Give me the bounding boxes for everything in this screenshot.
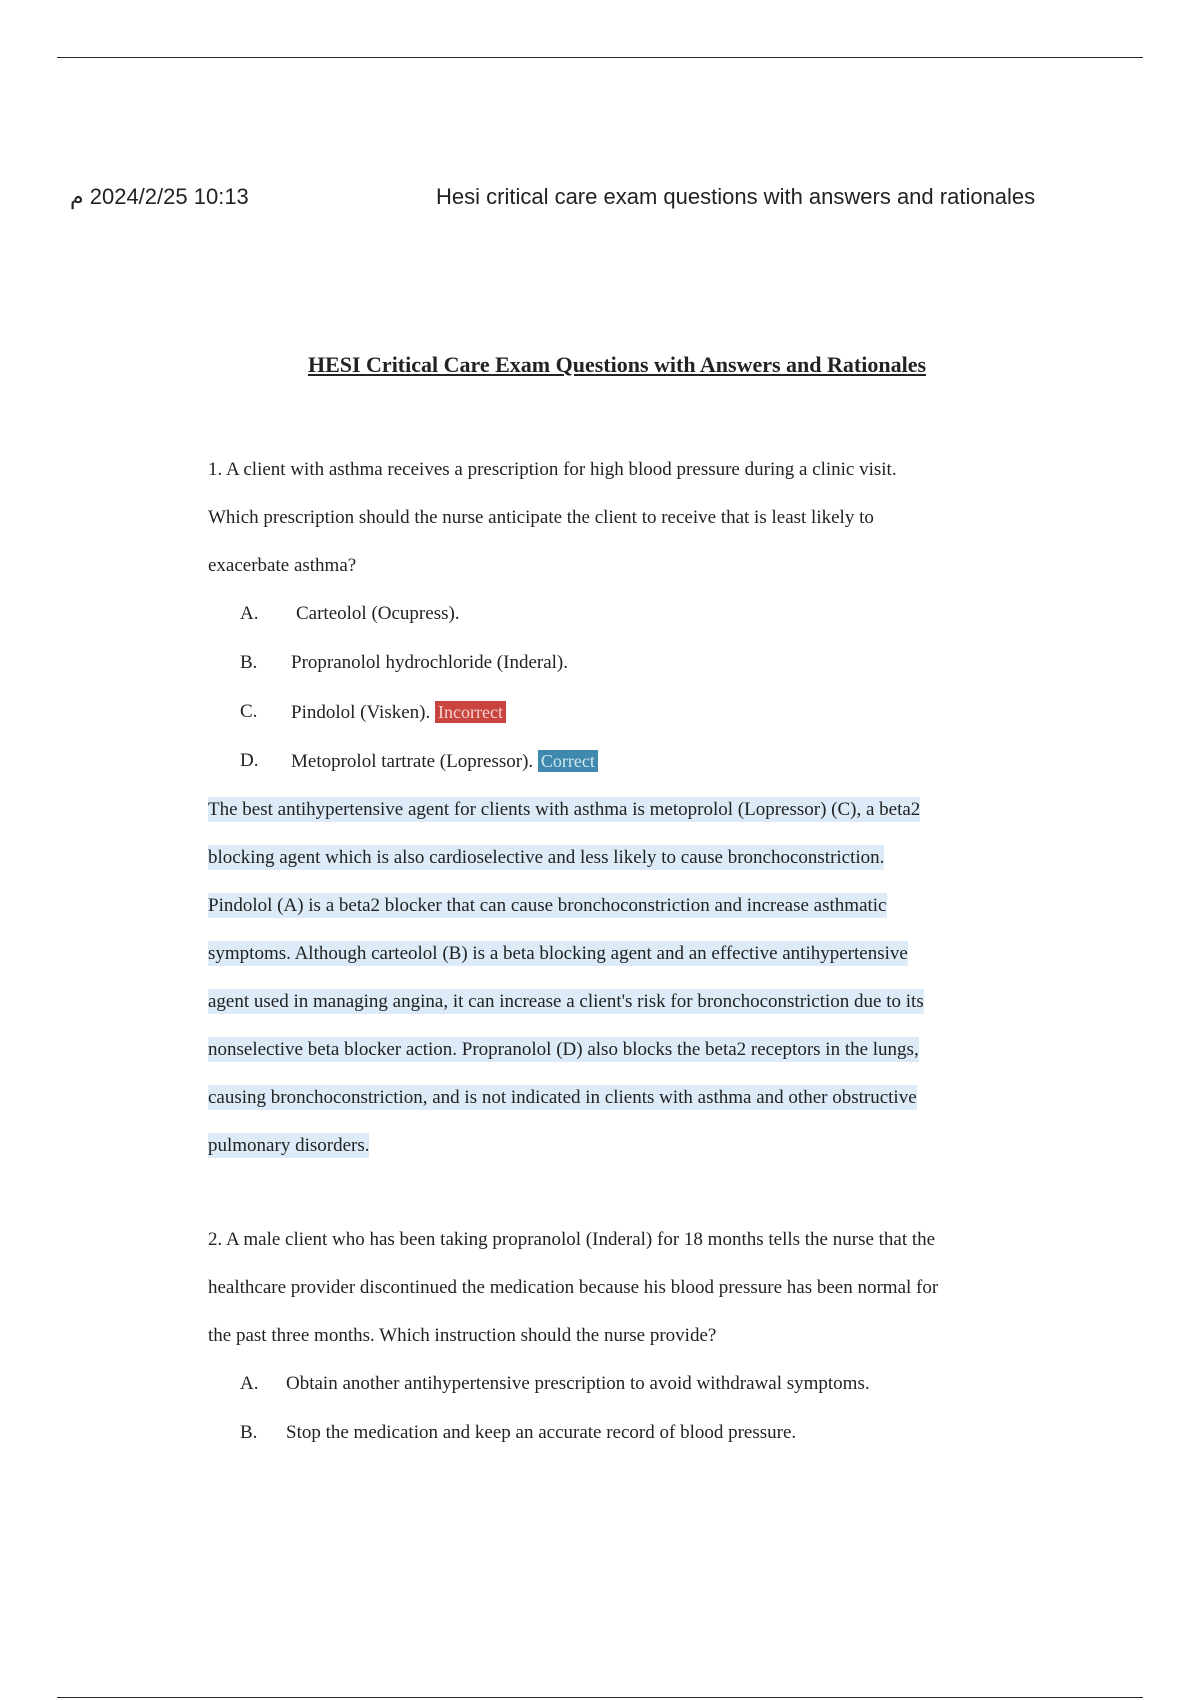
question-stem-line: exacerbate asthma?	[208, 555, 357, 576]
correct-badge: Correct	[538, 750, 598, 772]
answer-option-a	[208, 599, 1028, 648]
rationale-line	[208, 843, 1028, 891]
option-text: Carteolol (Ocupress).	[296, 603, 460, 624]
bottom-rule	[57, 1697, 1143, 1698]
question-stem-line: the past three months. Which instruction should the nurse provide?	[208, 1325, 717, 1346]
option-letter: A.	[240, 1373, 259, 1394]
rationale	[208, 795, 1028, 1179]
answer-option-a	[208, 1369, 1028, 1418]
answer-option-c	[208, 697, 1028, 746]
print-page-title: Hesi critical care exam questions with answers and rationales	[436, 184, 1036, 209]
option-letter: B.	[240, 1422, 258, 1443]
rationale-line	[208, 795, 1028, 843]
rationale-text: nonselective beta blocker action. Propranolol (D) also blocks the beta2 receptors in the lungs,	[208, 1039, 919, 1060]
option-text: Stop the medication and keep an accurate record of blood pressure.	[286, 1422, 797, 1443]
rationale-text: pulmonary disorders.	[208, 1135, 370, 1156]
option-text-wrap	[291, 746, 598, 777]
answer-option-b	[208, 1418, 1028, 1467]
rationale-line	[208, 891, 1028, 939]
rationale-line	[208, 987, 1028, 1035]
rationale-text: symptoms. Although carteolol (B) is a beta blocking agent and an effective antihypertensive	[208, 943, 908, 964]
print-date-time: 10:13 2024/2/25 م	[70, 184, 249, 209]
answer-option-b	[208, 648, 1028, 697]
option-text: Metoprolol tartrate (Lopressor).	[291, 751, 534, 772]
option-letter: D.	[240, 750, 259, 771]
option-text: Pindolol (Visken).	[291, 702, 431, 723]
option-text-wrap	[291, 697, 506, 728]
rationale-text: blocking agent which is also cardioselective and less likely to cause bronchoconstriction.	[208, 847, 885, 868]
rationale-line	[208, 1131, 1028, 1179]
top-rule	[57, 57, 1143, 58]
question-stem-line: healthcare provider discontinued the medication because his blood pressure has been normal for	[208, 1277, 939, 1298]
rationale-text: The best antihypertensive agent for clients with asthma is metoprolol (Lopressor) (C), a beta2	[208, 799, 921, 820]
option-text: Propranolol hydrochloride (Inderal).	[291, 652, 568, 673]
question-2	[208, 1225, 1028, 1467]
answer-option-d	[208, 746, 1028, 795]
option-letter: A.	[240, 603, 259, 624]
rationale-text: Pindolol (A) is a beta2 blocker that can cause bronchoconstriction and increase asthmatic	[208, 895, 887, 916]
option-letter: B.	[240, 652, 258, 673]
rationale-text: agent used in managing angina, it can increase a client's risk for bronchoconstriction due to its	[208, 991, 924, 1012]
rationale-line	[208, 939, 1028, 987]
rationale-line	[208, 1035, 1028, 1083]
question-stem-line: Which prescription should the nurse anticipate the client to receive that is least likely to	[208, 507, 874, 528]
question-1	[208, 455, 1028, 1179]
incorrect-badge: Incorrect	[435, 701, 506, 723]
question-stem-line: 1. A client with asthma receives a prescription for high blood pressure during a clinic visit.	[208, 459, 897, 480]
question-stem-line: 2. A male client who has been taking propranolol (Inderal) for 18 months tells the nurse that the	[208, 1229, 936, 1250]
option-letter: C.	[240, 701, 258, 722]
rationale-line	[208, 1083, 1028, 1131]
document-title: HESI Critical Care Exam Questions with Answers and Rationales	[307, 352, 927, 377]
document-body	[208, 455, 1028, 1467]
rationale-text: causing bronchoconstriction, and is not indicated in clients with asthma and other obstructive	[208, 1087, 917, 1108]
option-text: Obtain another antihypertensive prescription to avoid withdrawal symptoms.	[286, 1373, 870, 1394]
